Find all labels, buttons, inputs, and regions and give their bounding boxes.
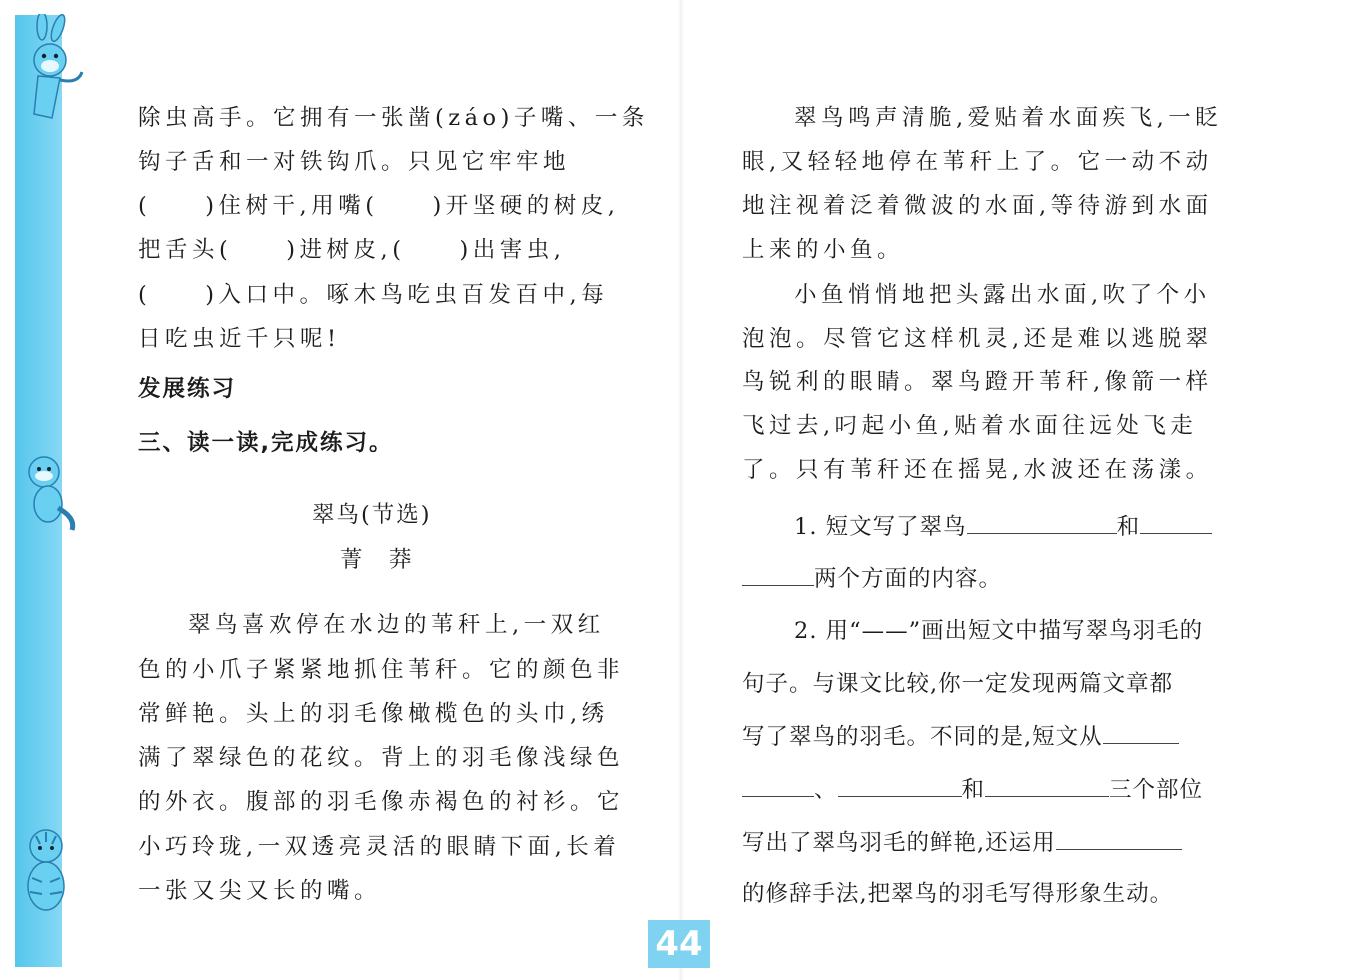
- rabbit-cartoon-icon: [12, 14, 90, 134]
- answer-blank[interactable]: [1140, 511, 1212, 534]
- question-1-end: 两个方面的内容。: [814, 566, 1003, 592]
- article-line: 翠鸟喜欢停在水边的苇秆上,一双红: [188, 612, 605, 638]
- question-2-and: 和: [961, 777, 986, 803]
- passage-line: ( )入口中。啄木鸟吃虫百发百中,每: [138, 282, 609, 308]
- passage-line: 除虫高手。它拥有一张凿(záo)子嘴、一条: [138, 105, 649, 131]
- page-gutter: [678, 0, 684, 980]
- page-number: 44: [648, 920, 710, 968]
- question-1-and: 和: [1116, 514, 1141, 540]
- passage-line: 钩子舌和一对铁钩爪。只见它牢牢地: [138, 149, 571, 175]
- answer-blank[interactable]: [985, 774, 1109, 797]
- article-line: 上来的小鱼。: [742, 237, 905, 263]
- question-2-line: 句子。与课文比较,你一定发现两篇文章都: [742, 671, 1174, 697]
- article-line: 小鱼悄悄地把头露出水面,吹了个小: [794, 282, 1211, 308]
- article-line: 色的小爪子紧紧地抓住苇秆。它的颜色非: [138, 657, 625, 683]
- answer-blank[interactable]: [742, 774, 814, 797]
- article-line: 了。只有苇秆还在摇晃,水波还在荡漾。: [742, 457, 1213, 483]
- article-author: 菁 莽: [340, 547, 414, 573]
- question-1-continued: [742, 563, 1002, 594]
- answer-blank[interactable]: [1103, 721, 1179, 744]
- passage-line: ( )住树干,用嘴( )开坚硬的树皮,: [138, 193, 620, 219]
- article-line: 小巧玲珑,一双透亮灵活的眼睛下面,长着: [138, 834, 621, 860]
- question-2-line: 2. 用“——”画出短文中描写翠鸟羽毛的: [794, 618, 1204, 644]
- passage-line: 把舌头( )进树皮,( )出害虫,: [138, 237, 566, 263]
- question-2-line: [742, 827, 1182, 858]
- exercise-heading: 三、读一读,完成练习。: [138, 430, 394, 456]
- raccoon-cartoon-icon: [14, 448, 84, 534]
- answer-blank[interactable]: [967, 511, 1117, 534]
- question-2-text: 写出了翠鸟羽毛的鲜艳,还运用: [742, 830, 1056, 856]
- article-line: 的外衣。腹部的羽毛像赤褐色的衬衫。它: [138, 789, 625, 815]
- question-2-line: [742, 721, 1179, 752]
- tiger-cartoon-icon: [14, 820, 82, 916]
- answer-blank[interactable]: [742, 563, 814, 586]
- article-line: 泡泡。尽管它这样机灵,还是难以逃脱翠: [742, 326, 1213, 352]
- article-title: 翠鸟(节选): [312, 502, 432, 528]
- article-line: 飞过去,叼起小鱼,贴着水面往远处飞走: [742, 413, 1198, 439]
- question-1-text: 1. 短文写了翠鸟: [794, 514, 967, 540]
- question-2-line: 的修辞手法,把翠鸟的羽毛写得形象生动。: [742, 881, 1174, 907]
- question-2-end: 三个部位: [1109, 777, 1204, 803]
- article-line: 地注视着泛着微波的水面,等待游到水面: [742, 193, 1213, 219]
- question-2-line: [742, 774, 1203, 805]
- section-heading: 发展练习: [138, 376, 237, 402]
- answer-blank[interactable]: [1056, 827, 1182, 850]
- article-line: 鸟锐利的眼睛。翠鸟蹬开苇秆,像箭一样: [742, 369, 1213, 395]
- article-line: 一张又尖又长的嘴。: [138, 878, 382, 904]
- question-2-sep: 、: [814, 777, 838, 803]
- question-1: [794, 511, 1212, 542]
- article-line: 满了翠绿色的花纹。背上的羽毛像浅绿色: [138, 745, 625, 771]
- answer-blank[interactable]: [838, 774, 962, 797]
- article-line: 常鲜艳。头上的羽毛像橄榄色的头巾,绣: [138, 701, 609, 727]
- passage-line: 日吃虫近千只呢!: [138, 326, 341, 352]
- article-line: 眼,又轻轻地停在苇秆上了。它一动不动: [742, 149, 1213, 175]
- article-line: 翠鸟鸣声清脆,爱贴着水面疾飞,一眨: [794, 105, 1223, 131]
- question-2-text: 写了翠鸟的羽毛。不同的是,短文从: [742, 724, 1103, 750]
